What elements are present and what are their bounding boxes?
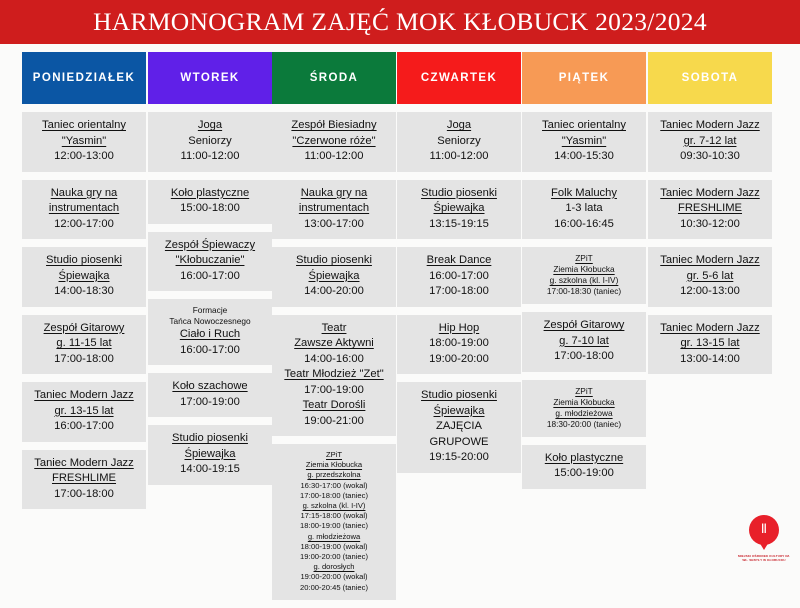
activity-card-list bbox=[148, 112, 272, 485]
activity-detail: 19:15-20:00 bbox=[429, 451, 489, 463]
activity-card[interactable] bbox=[148, 112, 272, 172]
day-column-poniedziałek bbox=[22, 44, 146, 517]
activity-detail: 19:00-20:00 bbox=[429, 352, 489, 365]
activity-detail: Formacje bbox=[192, 305, 228, 315]
activity-detail: 14:00-19:15 bbox=[180, 463, 240, 475]
activity-detail: 19:00-20:00 (wokal) bbox=[300, 572, 368, 582]
activity-card[interactable] bbox=[522, 380, 646, 437]
activity-detail: 11:00-12:00 bbox=[304, 150, 364, 162]
activity-name: instrumentach bbox=[48, 202, 120, 214]
day-header-poniedziałek[interactable]: PONIEDZIAŁEK bbox=[22, 52, 146, 104]
activity-name: Joga bbox=[446, 119, 472, 131]
activity-card[interactable] bbox=[522, 312, 646, 372]
activity-name: Nauka gry na bbox=[300, 186, 368, 199]
activity-name: Taniec orientalny bbox=[42, 119, 126, 131]
activity-detail: 1-3 lata bbox=[565, 202, 603, 214]
activity-detail: 12:00-13:00 bbox=[680, 285, 740, 297]
activity-card[interactable] bbox=[148, 373, 272, 417]
activity-name: gr. 13-15 lat bbox=[680, 337, 740, 349]
activity-card[interactable] bbox=[397, 112, 521, 172]
activity-detail: 17:00-19:00 bbox=[180, 395, 240, 408]
day-column-środa bbox=[272, 44, 396, 608]
activity-card[interactable] bbox=[272, 180, 396, 240]
activity-name: Zespół Biesiadny bbox=[291, 119, 377, 131]
page-title: HARMONOGRAM ZAJĘĆ MOK KŁOBUCK 2023/2024 bbox=[93, 7, 707, 36]
activity-detail: 17:00-18:00 bbox=[54, 487, 114, 500]
logo-caption: MIEJSKI OŚRODEK KULTURY IM. WŁ. SEBYŁY W KŁOBUCKU bbox=[738, 553, 790, 562]
activity-name: Folk Maluchy bbox=[551, 186, 617, 199]
activity-detail: 17:00-18:00 (taniec) bbox=[300, 490, 368, 500]
activity-detail: Seniorzy bbox=[188, 134, 232, 147]
activity-name: Taniec Modern Jazz bbox=[660, 321, 760, 334]
activity-card-list bbox=[397, 112, 521, 473]
day-column-piątek bbox=[522, 44, 646, 497]
activity-detail: 16:30-17:00 (wokal) bbox=[300, 480, 368, 490]
activity-detail: 17:15-18:00 (wokal) bbox=[300, 511, 368, 521]
day-header-czwartek[interactable]: CZWARTEK bbox=[397, 52, 521, 104]
activity-detail: GRUPOWE bbox=[429, 435, 489, 448]
activity-name: Studio piosenki bbox=[296, 254, 372, 266]
activity-name: Break Dance bbox=[426, 254, 492, 266]
activity-name: Zespół Gitarowy bbox=[43, 321, 125, 334]
activity-detail: 19:00-20:00 (taniec) bbox=[300, 552, 368, 562]
activity-card[interactable] bbox=[22, 450, 146, 510]
activity-name: g. młodzieżowa bbox=[555, 407, 613, 418]
activity-name: ZPiT bbox=[575, 253, 593, 263]
activity-name: g. 11-15 lat bbox=[56, 337, 112, 349]
activity-name: "Yasmin" bbox=[61, 134, 107, 147]
activity-card[interactable] bbox=[22, 247, 146, 307]
activity-name: Nauka gry na bbox=[50, 186, 118, 199]
activity-name: Koło plastyczne bbox=[544, 451, 624, 464]
day-header-sobota[interactable]: SOBOTA bbox=[648, 52, 772, 104]
activity-name: Ciało i Ruch bbox=[179, 328, 241, 340]
activity-card[interactable] bbox=[397, 247, 521, 307]
activity-card-list bbox=[648, 112, 772, 374]
activity-detail: 13:00-17:00 bbox=[304, 217, 364, 230]
activity-card[interactable] bbox=[22, 112, 146, 172]
activity-name: Taniec Modern Jazz bbox=[34, 456, 134, 469]
activity-name: Studio piosenki bbox=[46, 254, 122, 266]
schedule-board bbox=[0, 44, 800, 592]
activity-detail: 15:00-19:00 bbox=[554, 467, 614, 479]
activity-detail: 17:00-18:00 bbox=[554, 350, 614, 362]
activity-name: Koło plastyczne bbox=[170, 186, 250, 199]
map-pin-icon bbox=[749, 515, 779, 545]
activity-detail: 14:00-20:00 bbox=[304, 285, 364, 297]
day-column-wtorek bbox=[148, 44, 272, 493]
activity-card[interactable] bbox=[522, 180, 646, 240]
activity-detail: 17:00-18:00 bbox=[54, 352, 114, 365]
activity-detail: 12:00-13:00 bbox=[54, 150, 114, 162]
activity-name: Studio piosenki bbox=[172, 432, 248, 444]
activity-detail: 16:00-17:00 bbox=[180, 343, 240, 356]
activity-detail: 18:00-19:00 (wokal) bbox=[300, 541, 368, 551]
activity-name: Studio piosenki bbox=[421, 186, 497, 199]
activity-name: Taniec Modern Jazz bbox=[660, 186, 760, 199]
activity-detail: 17:00-18:30 (taniec) bbox=[546, 286, 622, 296]
activity-card[interactable] bbox=[272, 247, 396, 307]
activity-detail: 16:00-17:00 bbox=[54, 420, 114, 432]
activity-name: Śpiewajka bbox=[184, 447, 236, 460]
activity-card[interactable] bbox=[148, 425, 272, 485]
activity-detail: 14:00-15:30 bbox=[554, 150, 614, 162]
activity-detail: 11:00-12:00 bbox=[429, 150, 489, 162]
activity-name: Studio piosenki bbox=[421, 389, 497, 401]
activity-name: Teatr Dorośli bbox=[302, 399, 366, 411]
activity-detail: 16:00-17:00 bbox=[429, 269, 489, 282]
activity-name: "Kłobuczanie" bbox=[175, 254, 245, 266]
activity-card[interactable] bbox=[148, 232, 272, 292]
activity-name: g. szkolna (kl. I-IV) bbox=[302, 501, 366, 511]
activity-name: Ziemia Kłobucka bbox=[553, 264, 615, 274]
activity-detail: 09:30-10:30 bbox=[680, 150, 740, 162]
activity-detail: 13:15-19:15 bbox=[429, 217, 489, 230]
activity-detail: 18:00-19:00 (taniec) bbox=[300, 521, 368, 531]
activity-name: Teatr bbox=[321, 321, 347, 334]
activity-name: gr. 13-15 lat bbox=[54, 404, 114, 417]
activity-name: Teatr Młodzież "Zet" bbox=[284, 368, 384, 380]
activity-card[interactable] bbox=[397, 382, 521, 473]
activity-name: g. przedszkolna bbox=[307, 470, 361, 480]
activity-detail: Seniorzy bbox=[437, 134, 481, 147]
day-header-wtorek[interactable]: WTOREK bbox=[148, 52, 272, 104]
activity-card[interactable] bbox=[648, 315, 772, 375]
activity-name: ZPiT bbox=[575, 385, 593, 396]
activity-card[interactable] bbox=[272, 444, 396, 600]
activity-detail: 11:00-12:00 bbox=[180, 150, 240, 162]
activity-detail: 18:30-20:00 (taniec) bbox=[546, 418, 622, 429]
activity-name: g. 7-10 lat bbox=[559, 334, 609, 347]
activity-name: Taniec Modern Jazz bbox=[660, 119, 760, 131]
activity-detail: 10:30-12:00 bbox=[680, 217, 740, 230]
activity-detail: 18:00-19:00 bbox=[429, 337, 489, 349]
activity-detail: 14:00-16:00 bbox=[304, 352, 364, 365]
day-header-środa[interactable]: ŚRODA bbox=[272, 52, 396, 104]
activity-card[interactable] bbox=[272, 112, 396, 172]
activity-name: "Yasmin" bbox=[561, 134, 607, 147]
activity-card-list bbox=[272, 112, 396, 600]
pin-monument-glyph: Ⅱ bbox=[760, 521, 768, 537]
activity-detail: 17:00-19:00 bbox=[304, 383, 364, 396]
activity-name: FRESHLIME bbox=[677, 202, 743, 214]
activity-card[interactable] bbox=[272, 315, 396, 437]
activity-name: g. dorosłych bbox=[313, 562, 355, 572]
activity-card[interactable] bbox=[522, 247, 646, 304]
activity-detail: 16:00-17:00 bbox=[180, 269, 240, 282]
activity-name: g. szkolna (kl. I-IV) bbox=[549, 275, 619, 285]
activity-name: ZPiT bbox=[325, 450, 343, 459]
activity-detail: 19:00-21:00 bbox=[304, 414, 364, 427]
day-column-sobota bbox=[648, 44, 772, 382]
activity-name: Koło szachowe bbox=[172, 380, 248, 392]
activity-name: Hip Hop bbox=[438, 321, 480, 334]
activity-name: FRESHLIME bbox=[51, 472, 117, 484]
activity-detail: 12:00-17:00 bbox=[54, 217, 114, 230]
mok-logo bbox=[736, 504, 792, 562]
activity-detail: 20:00-20:45 (taniec) bbox=[300, 582, 368, 592]
activity-card[interactable] bbox=[22, 382, 146, 442]
activity-card-list bbox=[22, 112, 146, 509]
activity-detail: ZAJĘCIA bbox=[435, 420, 482, 432]
activity-name: "Czerwone róże" bbox=[292, 134, 376, 147]
activity-card[interactable] bbox=[397, 180, 521, 240]
activity-card[interactable] bbox=[22, 315, 146, 375]
activity-card[interactable] bbox=[648, 247, 772, 307]
title-banner bbox=[0, 0, 800, 44]
activity-name: gr. 5-6 lat bbox=[686, 269, 734, 282]
activity-name: Taniec Modern Jazz bbox=[660, 254, 760, 266]
activity-detail: 17:00-18:00 bbox=[429, 285, 489, 297]
activity-detail: Tańca Nowoczesnego bbox=[169, 316, 251, 326]
activity-name: Ziemia Kłobucka bbox=[553, 396, 615, 407]
day-header-piątek[interactable]: PIĄTEK bbox=[522, 52, 646, 104]
activity-card-list bbox=[522, 112, 646, 489]
activity-card[interactable] bbox=[648, 112, 772, 172]
activity-detail: 14:00-18:30 bbox=[54, 285, 114, 297]
activity-card[interactable] bbox=[148, 180, 272, 224]
activity-detail: 16:00-16:45 bbox=[554, 217, 614, 230]
activity-name: Taniec orientalny bbox=[542, 119, 626, 131]
activity-card[interactable] bbox=[397, 315, 521, 375]
activity-card[interactable] bbox=[522, 445, 646, 489]
activity-card[interactable] bbox=[148, 299, 272, 365]
activity-name: Śpiewajka bbox=[433, 202, 485, 214]
activity-detail: 15:00-18:00 bbox=[180, 202, 240, 214]
day-column-czwartek bbox=[397, 44, 521, 481]
activity-name: instrumentach bbox=[298, 202, 370, 214]
activity-detail: 13:00-14:00 bbox=[680, 352, 740, 365]
activity-card[interactable] bbox=[648, 180, 772, 240]
activity-card[interactable] bbox=[22, 180, 146, 240]
activity-name: Zawsze Aktywni bbox=[294, 337, 374, 349]
activity-name: Taniec Modern Jazz bbox=[34, 389, 134, 401]
activity-name: Śpiewajka bbox=[308, 269, 360, 282]
activity-name: Joga bbox=[197, 119, 223, 131]
activity-name: Zespół Gitarowy bbox=[543, 319, 625, 331]
activity-name: Ziemia Kłobucka bbox=[305, 460, 363, 470]
activity-name: Zespół Śpiewaczy bbox=[164, 238, 256, 251]
activity-name: Śpiewajka bbox=[58, 269, 110, 282]
activity-name: g. młodzieżowa bbox=[307, 531, 361, 541]
activity-name: gr. 7-12 lat bbox=[683, 134, 737, 147]
activity-card[interactable] bbox=[522, 112, 646, 172]
activity-name: Śpiewajka bbox=[433, 404, 485, 417]
